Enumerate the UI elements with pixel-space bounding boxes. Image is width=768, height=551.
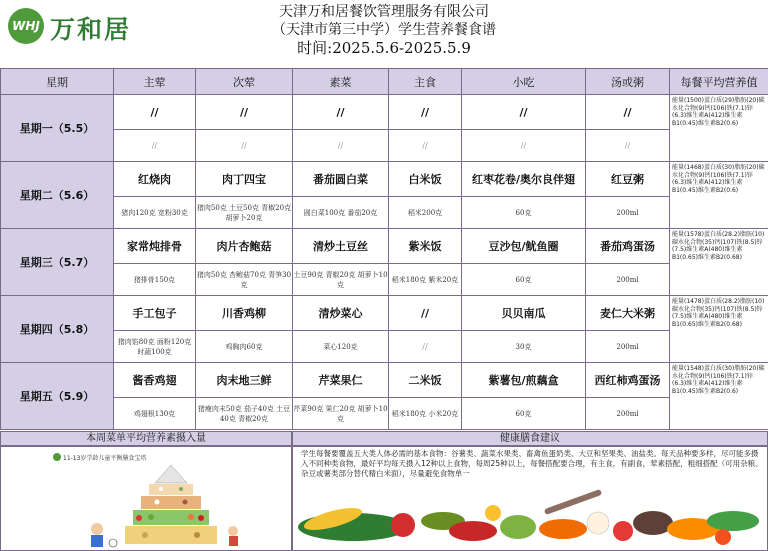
dish-main-meat: 酱香鸡翅 <box>114 363 196 398</box>
nutrition-values: 能量(1500)蛋白质(29)脂肪(20)碳水化合物(9)钙(106)铁(7.1)锌(6.3)维生素A(412)维生素B1(0.45)维生素B2(0.6) <box>670 95 768 162</box>
ingredient-second-meat: 鸡胸肉60克 <box>196 331 293 363</box>
dish-main-meat: 手工包子 <box>114 296 196 331</box>
ingredient-staple: // <box>389 331 462 363</box>
ingredient-staple: // <box>389 130 462 162</box>
food-pyramid-image <box>1 447 291 550</box>
ingredient-main-meat: // <box>114 130 196 162</box>
ingredient-main-meat: 猪排骨150克 <box>114 264 196 296</box>
ingredient-second-meat: 猪肉50克 土豆50克 青椒20克 胡萝卜20克 <box>196 197 293 229</box>
dish-snack: 豆沙包/鱿鱼圈 <box>462 229 586 264</box>
dish-row-wed <box>1 229 768 264</box>
ingredient-second-meat: // <box>196 130 293 162</box>
weekday-label: 星期五（5.9） <box>1 363 114 430</box>
col-main-meat: 主荤 <box>114 69 196 95</box>
ingredient-vegetable: // <box>293 130 389 162</box>
col-soup: 汤或粥 <box>586 69 670 95</box>
ingredient-second-meat: 猪肉50克 杏鲍菇70克 青笋30克 <box>196 264 293 296</box>
ingredient-staple: 稻米200克 <box>389 197 462 229</box>
dish-second-meat: 肉末地三鲜 <box>196 363 293 398</box>
col-vegetable: 素菜 <box>293 69 389 95</box>
dish-snack: 贝贝南瓜 <box>462 296 586 331</box>
dish-vegetable: // <box>293 95 389 130</box>
dish-row-thu <box>1 296 768 331</box>
dish-soup: 西红柿鸡蛋汤 <box>586 363 670 398</box>
diet-advice-text: 学生每餐要覆盖五大类人体必需的基本食物：谷薯类、蔬菜水果类、畜禽鱼蛋奶类、大豆和坚果类、油盐类。每天品种要多样，尽可能多摄入不同种类食物，最好平均每天摄入12种以上食物，每周25种以上，每餐搭配要合理，有主食，有副食，荤素搭配，粗细搭配（可用杂粮、杂豆或薯类部分替代精白米面），尽量避免食物单一 <box>301 449 763 478</box>
col-snack: 小吃 <box>462 69 586 95</box>
ingredient-staple: 稻米180克 紫米20克 <box>389 264 462 296</box>
nutrient-intake-title: 本周菜单平均营养素摄入量 <box>0 431 292 446</box>
dish-main-meat: // <box>114 95 196 130</box>
dish-vegetable: 清炒菜心 <box>293 296 389 331</box>
weekday-label: 星期二（5.6） <box>1 162 114 229</box>
ingredient-main-meat: 猪肉120克 宽粉30克 <box>114 197 196 229</box>
col-staple: 主食 <box>389 69 462 95</box>
ingredient-vegetable: 芹菜90克 果仁20克 胡萝卜10克 <box>293 398 389 430</box>
ingredient-snack: 60克 <box>462 264 586 296</box>
dish-row-fri <box>1 363 768 398</box>
header-row <box>1 69 768 95</box>
col-weekday: 星期 <box>1 69 114 95</box>
diet-advice-panel <box>292 446 768 551</box>
dish-vegetable: 芹菜果仁 <box>293 363 389 398</box>
ingredient-snack: 60克 <box>462 197 586 229</box>
weekday-label: 星期一（5.5） <box>1 95 114 162</box>
nutrition-values: 能量(1468)蛋白质(30)脂肪(20)碳水化合物(9)钙(106)铁(7.1)锌(6.3)维生素A(412)维生素B1(0.45)维生素B2(0.6) <box>670 162 768 229</box>
ingredient-soup: 200ml <box>586 331 670 363</box>
dish-soup: 红豆粥 <box>586 162 670 197</box>
menu-table <box>0 68 768 430</box>
dish-second-meat: 川香鸡柳 <box>196 296 293 331</box>
nutrient-intake-panel <box>0 446 292 551</box>
ingredient-snack: 60克 <box>462 398 586 430</box>
logo-text: 万和居 <box>50 15 132 44</box>
nutrition-values: 能量(1578)蛋白质(28.2)脂肪(10)碳水化合物(35)钙(107)铁(8.5)锌(7.5)维生素A(480)维生素B1(0.65)维生素B2(0.68) <box>670 229 768 296</box>
ingredient-row-wed <box>1 264 768 296</box>
col-nutrition: 每餐平均营养值 <box>670 69 768 95</box>
ingredient-vegetable: 圆白菜100克 番茄20克 <box>293 197 389 229</box>
dish-soup: 麦仁大米粥 <box>586 296 670 331</box>
ingredient-row-tue <box>1 197 768 229</box>
pyramid-title: 11-13岁学龄儿童平衡膳食宝塔 <box>63 455 147 462</box>
ingredient-row-thu <box>1 331 768 363</box>
dish-snack: // <box>462 95 586 130</box>
dish-second-meat: 肉片杏鲍菇 <box>196 229 293 264</box>
ingredient-soup: 200ml <box>586 264 670 296</box>
ingredient-vegetable: 菜心120克 <box>293 331 389 363</box>
weekday-label: 星期三（5.7） <box>1 229 114 296</box>
ingredient-row-fri <box>1 398 768 430</box>
dish-soup: 番茄鸡蛋汤 <box>586 229 670 264</box>
dish-second-meat: // <box>196 95 293 130</box>
dish-second-meat: 肉丁四宝 <box>196 162 293 197</box>
dish-staple: // <box>389 296 462 331</box>
dish-staple: // <box>389 95 462 130</box>
logo-mark: WHJ <box>8 8 44 44</box>
dish-main-meat: 红烧肉 <box>114 162 196 197</box>
dish-snack: 紫薯包/煎藕盒 <box>462 363 586 398</box>
ingredient-soup: 200ml <box>586 398 670 430</box>
food-pyramid <box>91 465 238 547</box>
ingredient-staple: 稻米180克 小米20克 <box>389 398 462 430</box>
ingredient-soup: // <box>586 130 670 162</box>
dish-main-meat: 家常炖排骨 <box>114 229 196 264</box>
diet-advice-title: 健康膳食建议 <box>292 431 768 446</box>
dish-row-tue <box>1 162 768 197</box>
ingredient-vegetable: 土豆90克 青椒20克 胡萝卜10克 <box>293 264 389 296</box>
dish-snack: 红枣花卷/奥尔良伴翅 <box>462 162 586 197</box>
nutrition-values: 能量(1478)蛋白质(28.2)脂肪(10)碳水化合物(35)钙(107)铁(8.5)锌(7.5)维生素A(480)维生素B1(0.65)维生素B2(0.68) <box>670 296 768 363</box>
company-name: 天津万和居餐饮管理服务有限公司 <box>279 4 489 20</box>
ingredient-second-meat: 猪瘦肉末50克 茄子40克 土豆40克 青椒20克 <box>196 398 293 430</box>
menu-title: （天津市第三中学）学生营养餐食谱 <box>272 22 496 38</box>
ingredient-row-mon <box>1 130 768 162</box>
dish-row-mon <box>1 95 768 130</box>
dish-vegetable: 清炒土豆丝 <box>293 229 389 264</box>
dish-staple: 白米饭 <box>389 162 462 197</box>
nutrition-values: 能量(1548)蛋白质(30)脂肪(20)碳水化合物(9)钙(106)铁(7.1)锌(6.3)维生素A(412)维生素B1(0.45)维生素B2(0.6) <box>670 363 768 430</box>
ingredient-snack: // <box>462 130 586 162</box>
ingredient-main-meat: 猪肉馅80克 面粉120克 时蔬100克 <box>114 331 196 363</box>
dish-staple: 二米饭 <box>389 363 462 398</box>
ingredient-snack: 30克 <box>462 331 586 363</box>
dish-soup: // <box>586 95 670 130</box>
weekday-label: 星期四（5.8） <box>1 296 114 363</box>
col-second-meat: 次荤 <box>196 69 293 95</box>
vegetables-image <box>293 487 768 551</box>
date-range: 时间:2025.5.6-2025.5.9 <box>297 39 471 57</box>
ingredient-soup: 200ml <box>586 197 670 229</box>
dish-staple: 紫米饭 <box>389 229 462 264</box>
ingredient-main-meat: 鸡翅根130克 <box>114 398 196 430</box>
dish-vegetable: 番茄圆白菜 <box>293 162 389 197</box>
page-header <box>0 0 768 68</box>
